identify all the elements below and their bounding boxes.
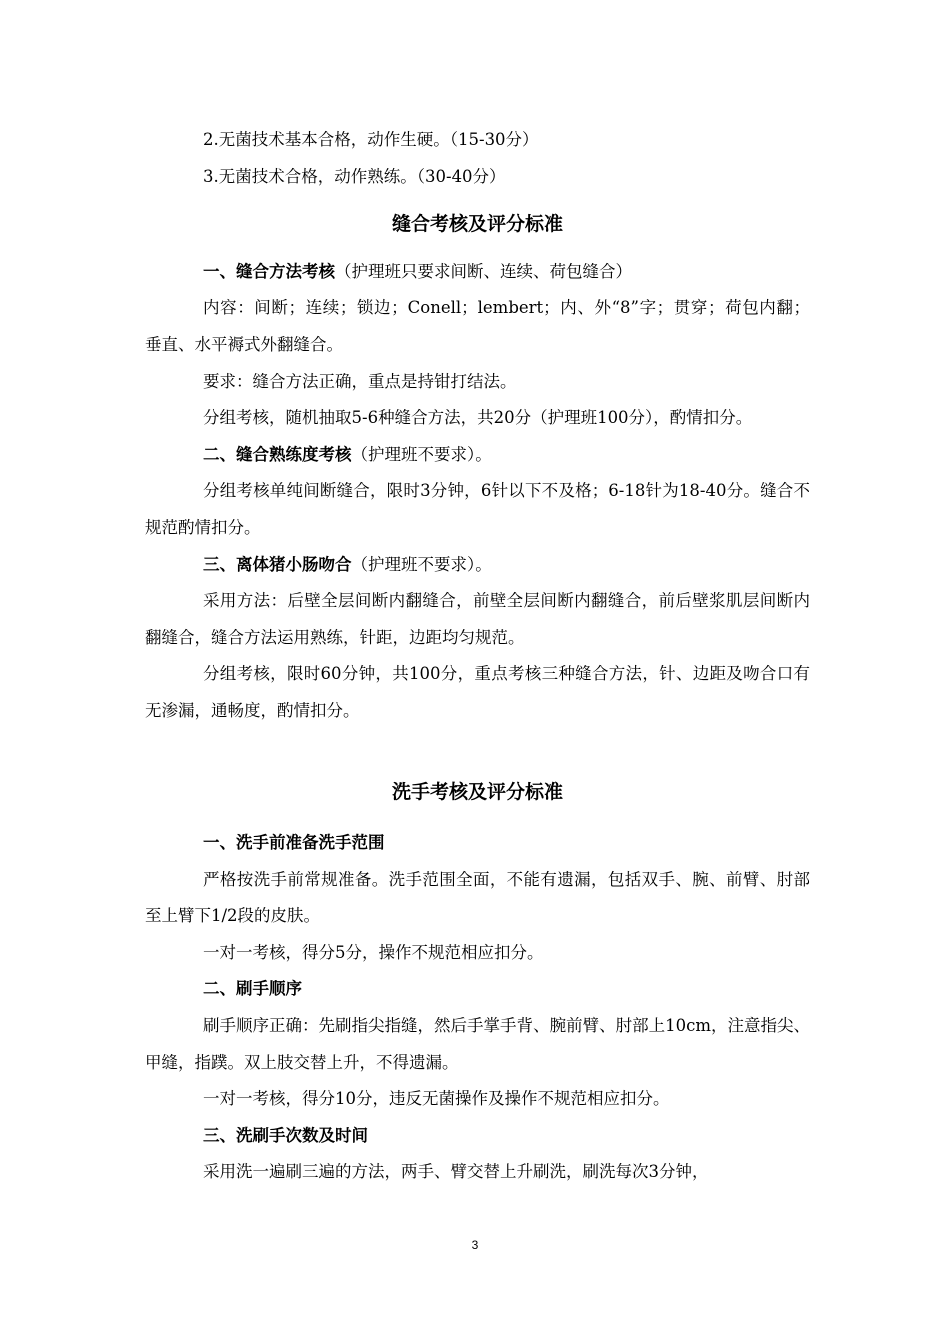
suture-s1-heading bbox=[145, 254, 810, 291]
section-title: 一、缝合方法考核 bbox=[203, 261, 335, 281]
suture-s2-heading bbox=[145, 437, 810, 474]
paragraph: 采用方法：后壁全层间断内翻缝合，前壁全层间断内翻缝合，前后壁浆肌层间断内翻缝合，缝合方法运用熟练，针距，边距均匀规范。 bbox=[145, 591, 810, 647]
paragraph: 分组考核单纯间断缝合，限时3分钟，6针以下不及格；6-18针为18-40分。缝合不规范酌情扣分。 bbox=[145, 481, 810, 537]
handwash-s1-heading bbox=[145, 825, 810, 862]
paragraph: 分组考核，限时60分钟，共100分，重点考核三种缝合方法，针、边距及吻合口有无渗漏，通畅度，酌情扣分。 bbox=[145, 664, 810, 720]
handwash-s2-heading bbox=[145, 971, 810, 1008]
intro-line: 2.无菌技术基本合格，动作生硬。（15-30分） bbox=[203, 130, 539, 149]
paragraph: 要求：缝合方法正确，重点是持钳打结法。 bbox=[203, 371, 517, 391]
paragraph: 严格按洗手前常规准备。洗手范围全面，不能有遗漏，包括双手、腕、前臂、肘部至上臂下1/2段的皮肤。 bbox=[145, 869, 810, 926]
suture-s3-heading bbox=[145, 547, 810, 584]
paragraph: 一对一考核，得分5分，操作不规范相应扣分。 bbox=[203, 942, 544, 962]
handwash-s3-heading bbox=[145, 1118, 810, 1155]
section-title: 二、刷手顺序 bbox=[203, 979, 302, 999]
paragraph: 刷手顺序正确：先刷指尖指缝，然后手掌手背、腕前臂、肘部上10cm，注意指尖、甲缝，指蹼。双上肢交替上升，不得遗漏。 bbox=[145, 1016, 810, 1072]
intro-line: 3.无菌技术合格，动作熟练。（30-40分） bbox=[203, 166, 506, 186]
paragraph: 一对一考核，得分10分，违反无菌操作及操作不规范相应扣分。 bbox=[203, 1089, 670, 1109]
section-title: 二、缝合熟练度考核 bbox=[203, 444, 352, 464]
section-title: 三、离体猪小肠吻合 bbox=[203, 554, 352, 574]
section-note: （护理班不要求）。 bbox=[351, 444, 492, 464]
handwash-section-title: 洗手考核及评分标准 bbox=[391, 780, 563, 803]
suture-section-title: 缝合考核及评分标准 bbox=[391, 213, 563, 236]
section-note: （护理班不要求）。 bbox=[351, 554, 492, 574]
page-number: 3 bbox=[471, 1238, 479, 1252]
section-note: （护理班只要求间断、连续、荷包缝合） bbox=[335, 261, 632, 281]
section-title: 一、洗手前准备洗手范围 bbox=[203, 833, 385, 853]
section-title: 三、洗刷手次数及时间 bbox=[203, 1125, 368, 1145]
paragraph: 采用洗一遍刷三遍的方法，两手、臂交替上升刷洗，刷洗每次3分钟， bbox=[203, 1162, 709, 1182]
paragraph: 分组考核，随机抽取5-6种缝合方法，共20分（护理班100分），酌情扣分。 bbox=[203, 408, 753, 428]
page-content bbox=[145, 122, 810, 1191]
paragraph: 内容：间断；连续；锁边；Conell；lembert；内、外“8”字；贯穿；荷包内翻；垂直、水平褥式外翻缝合。 bbox=[145, 298, 810, 354]
